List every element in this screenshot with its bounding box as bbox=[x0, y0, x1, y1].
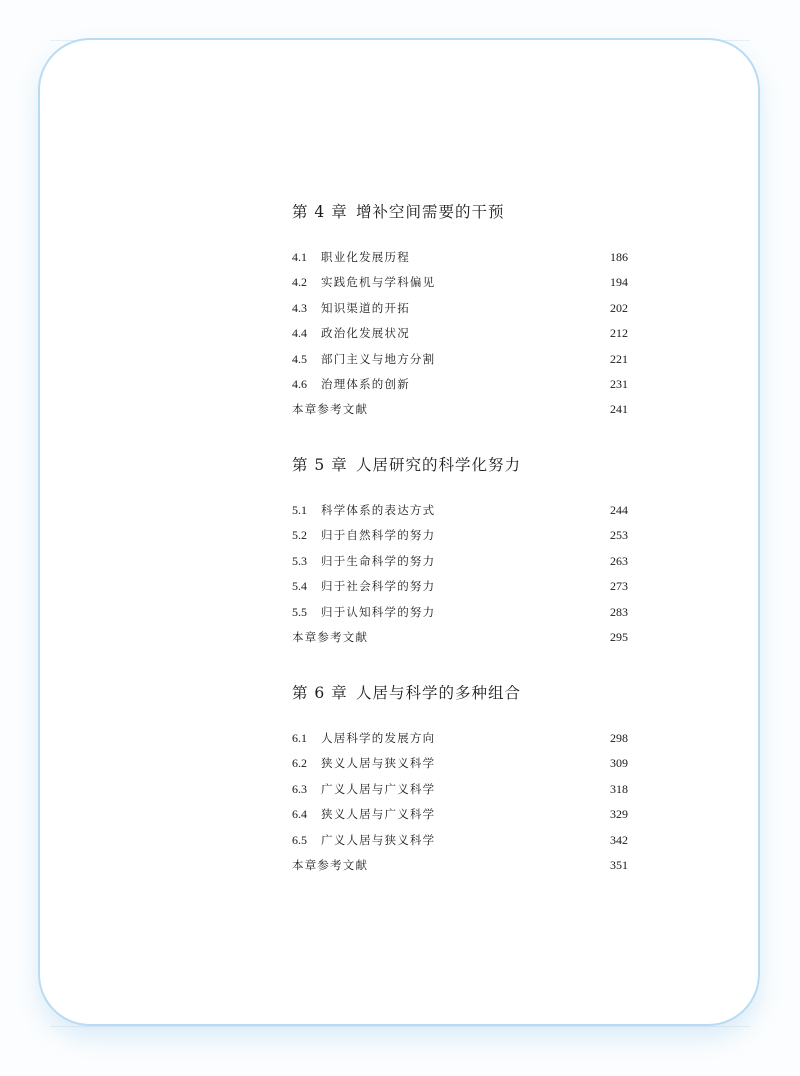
section-number: 5.3 bbox=[292, 553, 307, 568]
page-number: 221 bbox=[610, 351, 628, 366]
toc-entry-6-4[interactable] bbox=[292, 806, 628, 831]
toc-entry-4-5[interactable] bbox=[292, 351, 628, 376]
toc-entry-5-1[interactable] bbox=[292, 502, 628, 527]
chapter-number: 第 5 章 bbox=[292, 456, 348, 474]
section-title: 狭义人居与广义科学 bbox=[321, 807, 436, 822]
page-number: 244 bbox=[610, 503, 628, 517]
section-number: 5.4 bbox=[292, 579, 307, 594]
page-number: 241 bbox=[610, 402, 628, 417]
section-title: 知识渠道的开拓 bbox=[321, 300, 410, 315]
page-number: 253 bbox=[610, 528, 628, 543]
references-title: 本章参考文献 bbox=[292, 629, 369, 644]
toc-entry-4-6[interactable] bbox=[292, 376, 628, 401]
toc-entry-4-1[interactable] bbox=[292, 249, 628, 274]
page-number: 298 bbox=[610, 731, 628, 745]
toc-entry-5-references[interactable] bbox=[292, 629, 628, 654]
section-title: 政治化发展状况 bbox=[321, 326, 410, 341]
page-number: 318 bbox=[610, 781, 628, 796]
section-title: 部门主义与地方分割 bbox=[321, 351, 436, 366]
section-number: 5.5 bbox=[292, 604, 307, 619]
section-number: 4.3 bbox=[292, 300, 307, 315]
section-number: 6.5 bbox=[292, 832, 307, 847]
chapter-heading bbox=[292, 200, 628, 225]
page-number: 202 bbox=[610, 300, 628, 315]
chapter-heading bbox=[292, 453, 628, 478]
page-number: 295 bbox=[610, 629, 628, 644]
section-number: 4.2 bbox=[292, 275, 307, 290]
page-number: 309 bbox=[610, 756, 628, 771]
section-number: 4.6 bbox=[292, 376, 307, 391]
section-number: 5.2 bbox=[292, 528, 307, 543]
page-number: 263 bbox=[610, 553, 628, 568]
chapter-heading bbox=[292, 681, 628, 706]
page-number: 231 bbox=[610, 376, 628, 391]
page-number: 194 bbox=[610, 275, 628, 290]
chapter-5 bbox=[292, 453, 628, 654]
section-title: 归于自然科学的努力 bbox=[321, 528, 436, 543]
toc-entry-5-3[interactable] bbox=[292, 553, 628, 578]
chapter-4 bbox=[292, 200, 628, 427]
section-title: 归于认知科学的努力 bbox=[321, 604, 436, 619]
page-number: 212 bbox=[610, 326, 628, 341]
toc-entry-6-5[interactable] bbox=[292, 832, 628, 857]
chapter-title: 增补空间需要的干预 bbox=[356, 203, 505, 221]
section-title: 广义人居与狭义科学 bbox=[321, 832, 436, 847]
section-title: 狭义人居与狭义科学 bbox=[321, 756, 436, 771]
section-number: 6.3 bbox=[292, 781, 307, 796]
toc-entry-4-3[interactable] bbox=[292, 300, 628, 325]
chapter-number: 第 6 章 bbox=[292, 684, 348, 702]
section-title: 治理体系的创新 bbox=[321, 376, 410, 391]
section-number: 5.1 bbox=[292, 503, 307, 517]
toc-entry-6-1[interactable] bbox=[292, 730, 628, 755]
page-number: 351 bbox=[610, 857, 628, 872]
toc-entry-4-4[interactable] bbox=[292, 325, 628, 350]
page-number: 273 bbox=[610, 579, 628, 594]
section-number: 4.5 bbox=[292, 351, 307, 366]
section-number: 4.1 bbox=[292, 250, 307, 264]
toc-entry-4-2[interactable] bbox=[292, 274, 628, 299]
section-number: 6.2 bbox=[292, 756, 307, 771]
chapter-6 bbox=[292, 681, 628, 882]
chapter-number: 第 4 章 bbox=[292, 203, 348, 221]
references-title: 本章参考文献 bbox=[292, 857, 369, 872]
page-number: 283 bbox=[610, 604, 628, 619]
page-number: 186 bbox=[610, 250, 628, 264]
toc-entry-5-5[interactable] bbox=[292, 604, 628, 629]
references-title: 本章参考文献 bbox=[292, 402, 369, 417]
section-number: 4.4 bbox=[292, 326, 307, 341]
toc-entry-6-3[interactable] bbox=[292, 781, 628, 806]
toc-entry-5-2[interactable] bbox=[292, 527, 628, 552]
chapter-title: 人居与科学的多种组合 bbox=[356, 684, 522, 702]
section-title: 归于社会科学的努力 bbox=[321, 579, 436, 594]
page-number: 342 bbox=[610, 832, 628, 847]
section-title: 职业化发展历程 bbox=[321, 250, 410, 264]
toc-entry-5-4[interactable] bbox=[292, 578, 628, 603]
section-number: 6.1 bbox=[292, 731, 307, 745]
toc-entry-4-references[interactable] bbox=[292, 401, 628, 426]
bottom-guide-line bbox=[50, 1026, 750, 1027]
section-title: 科学体系的表达方式 bbox=[321, 503, 436, 517]
chapter-title: 人居研究的科学化努力 bbox=[356, 456, 522, 474]
toc-entry-6-2[interactable] bbox=[292, 755, 628, 780]
section-title: 归于生命科学的努力 bbox=[321, 553, 436, 568]
section-number: 6.4 bbox=[292, 807, 307, 822]
page-number: 329 bbox=[610, 807, 628, 822]
page-card bbox=[38, 38, 760, 1026]
section-title: 广义人居与广义科学 bbox=[321, 781, 436, 796]
toc-entry-6-references[interactable] bbox=[292, 857, 628, 882]
section-title: 实践危机与学科偏见 bbox=[321, 275, 436, 290]
section-title: 人居科学的发展方向 bbox=[321, 731, 436, 745]
